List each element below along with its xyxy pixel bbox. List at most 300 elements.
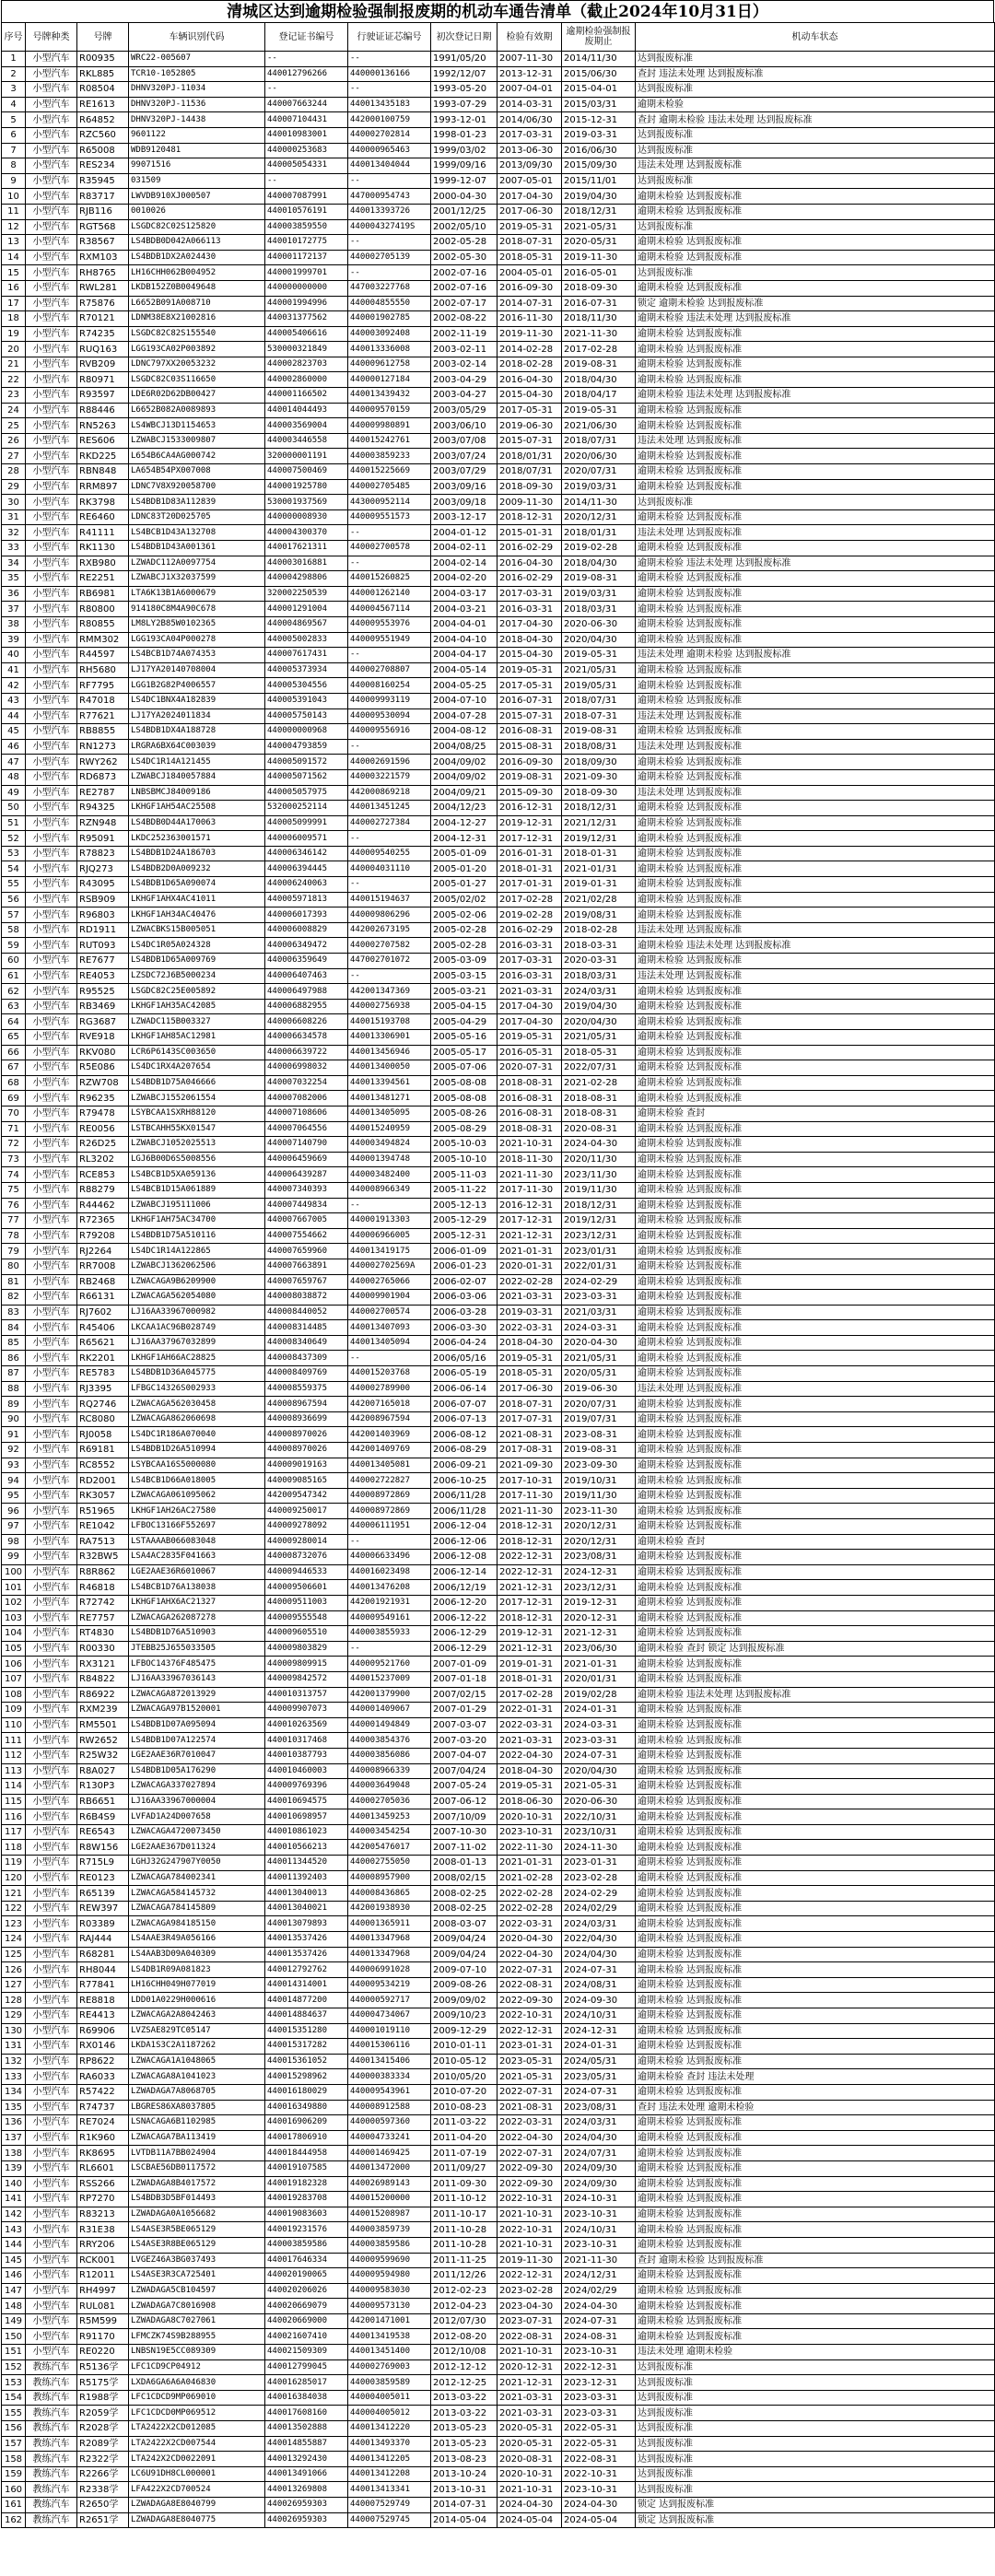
cell-plate: R86922 [77,1687,129,1703]
table-row [2,1671,995,1687]
cell-index: 113 [2,1763,26,1779]
table-row [2,2100,995,2115]
cell-license-chip: 440002705036 [348,1794,431,1809]
table-row [2,2359,995,2375]
cell-license-chip: 442000100759 [348,112,431,128]
cell-status: 逾期未检验 达到报废标准 [636,1610,995,1626]
cell-plate: R80855 [77,616,129,632]
cell-inspection-valid: 2017-04-30 [498,999,562,1014]
cell-reg-cert: 440006017393 [265,907,348,923]
table-row [2,326,995,342]
cell-status: 违法未处理 达到报废标准 [636,785,995,801]
cell-scrap-deadline: 2022-10-31 [562,2466,636,2482]
cell-license-chip: 440013412220 [348,2421,431,2437]
cell-plate: RB8855 [77,724,129,740]
cell-vin: LSGDC82C25E005892 [129,984,265,1000]
cell-scrap-deadline: 2022-12-31 [562,2359,636,2375]
cell-plate-type: 小型汽车 [26,815,77,831]
cell-inspection-valid: 2018-04-30 [498,1335,562,1351]
cell-first-reg-date: 2004-12-27 [431,815,498,831]
cell-vin: LS4BDB1D43A001361 [129,541,265,556]
column-header: 车辆识别代码 [129,23,265,52]
cell-reg-cert: 440006459669 [265,1152,348,1167]
cell-inspection-valid: 2021-01-31 [498,1244,562,1259]
cell-vin: LKHGF1AH85AC12981 [129,1030,265,1046]
cell-vin: LFBOC14376F485475 [129,1657,265,1672]
cell-vin: LTA2422X2CD012085 [129,2421,265,2437]
cell-first-reg-date: 2000-04-30 [431,189,498,205]
cell-index: 15 [2,265,26,281]
cell-reg-cert: 440020669000 [265,2313,348,2329]
cell-inspection-valid: 2009-11-30 [498,495,562,510]
cell-reg-cert: 440008340649 [265,1335,348,1351]
cell-plate: R47018 [77,693,129,708]
cell-reg-cert: 440009085165 [265,1473,348,1489]
cell-plate-type: 小型汽车 [26,999,77,1014]
cell-vin: LGG1B2G82P4006557 [129,678,265,694]
cell-vin: LS4BDB1D07A122574 [129,1733,265,1749]
cell-scrap-deadline: 2023/06/30 [562,1641,636,1657]
cell-vin: LZWADAGA0A1056682 [129,2207,265,2222]
cell-plate: R8R862 [77,1564,129,1580]
cell-plate: RP7270 [77,2192,129,2207]
cell-index: 78 [2,1228,26,1244]
table-row [2,1045,995,1060]
cell-vin: LS4DC1R186A070040 [129,1427,265,1443]
cell-plate-type: 小型汽车 [26,1259,77,1274]
cell-license-chip: 440003859589 [348,2375,431,2391]
cell-first-reg-date: 2010/05/20 [431,2069,498,2085]
cell-plate-type: 小型汽车 [26,1244,77,1259]
cell-index: 76 [2,1198,26,1213]
cell-scrap-deadline: 2023-03-31 [562,2406,636,2421]
cell-plate-type: 小型汽车 [26,1993,77,2008]
cell-license-chip: 440013347968 [348,1947,431,1962]
cell-scrap-deadline: 2024/12/31 [562,2268,636,2284]
cell-inspection-valid: 2017-06-30 [498,1381,562,1397]
cell-first-reg-date: 2013-05-23 [431,2436,498,2452]
cell-index: 57 [2,907,26,923]
cell-status: 逾期未检验 达到报废标准 [636,1824,995,1840]
cell-inspection-valid: 2015-04-30 [498,648,562,663]
cell-vin: LCR6P6143SC003650 [129,1045,265,1060]
cell-first-reg-date: 2005-03-21 [431,984,498,1000]
cell-license-chip: 440009543961 [348,2084,431,2100]
cell-plate-type: 小型汽车 [26,2084,77,2100]
cell-license-chip: 440009980891 [348,418,431,434]
cell-plate: R35945 [77,173,129,189]
table-row [2,2268,995,2284]
cell-vin: LS4BDB1D07A095094 [129,1717,265,1733]
cell-license-chip: 440026989143 [348,2176,431,2192]
cell-status: 逾期未检验 达到报废标准 [636,1504,995,1519]
cell-vin: LM8LY2B85W0102365 [129,616,265,632]
table-row [2,1060,995,1076]
cell-inspection-valid: 2017-07-31 [498,1411,562,1427]
table-row [2,1626,995,1642]
cell-index: 155 [2,2406,26,2421]
cell-vin: LKHGF1AHX4AC41011 [129,892,265,907]
cell-plate-type: 小型汽车 [26,173,77,189]
cell-first-reg-date: 1992/12/07 [431,66,498,82]
cell-scrap-deadline: 2020/05/31 [562,1366,636,1382]
cell-license-chip: 440015242761 [348,433,431,449]
cell-inspection-valid: 2020-10-31 [498,1809,562,1825]
cell-plate-type: 教练汽车 [26,2436,77,2452]
cell-license-chip: 440003856086 [348,1748,431,1763]
table-row [2,1075,995,1091]
cell-reg-cert: 440005057975 [265,785,348,801]
cell-reg-cert: 440019283708 [265,2192,348,2207]
cell-plate-type: 小型汽车 [26,954,77,969]
cell-vin: LNBSBMCJ84009186 [129,785,265,801]
cell-reg-cert: 440010313757 [265,1687,348,1703]
cell-reg-cert: 440005373934 [265,662,348,678]
cell-status: 逾期未检验 达到报废标准 [636,418,995,434]
cell-license-chip: -- [348,52,431,67]
cell-index: 13 [2,235,26,251]
cell-inspection-valid: 2018/01/31 [498,449,562,464]
cell-plate: R2059学 [77,2406,129,2421]
cell-plate-type: 小型汽车 [26,1610,77,1626]
cell-plate: RW2652 [77,1733,129,1749]
table-row [2,1351,995,1366]
cell-status: 逾期未检验 达到报废标准 [636,1458,995,1473]
cell-index: 95 [2,1488,26,1504]
cell-license-chip: 440013413341 [348,2482,431,2498]
cell-inspection-valid: 2016-03-31 [498,938,562,954]
cell-vin: LZWADAGA8E8040775 [129,2512,265,2528]
cell-status: 逾期未检验 达到报废标准 [636,1075,995,1091]
table-row [2,586,995,602]
cell-index: 7 [2,143,26,158]
cell-inspection-valid: 2019-02-28 [498,907,562,923]
cell-first-reg-date: 1993-05-20 [431,82,498,98]
cell-license-chip: 443000952114 [348,495,431,510]
cell-reg-cert: 320002250539 [265,586,348,602]
cell-first-reg-date: 2004-03-17 [431,586,498,602]
cell-plate: RH8044 [77,1962,129,1978]
page-title: 清城区达到逾期检验强制报废期的机动车通告清单（截止2024年10月31日） [1,0,994,22]
cell-plate: RKL885 [77,66,129,82]
cell-inspection-valid: 2013-06-30 [498,143,562,158]
cell-license-chip: 440009549161 [348,1610,431,1626]
cell-plate: RD2001 [77,1473,129,1489]
cell-plate-type: 小型汽车 [26,357,77,372]
cell-plate: R45406 [77,1320,129,1336]
cell-index: 148 [2,2299,26,2314]
cell-plate: R95091 [77,831,129,847]
cell-license-chip: 440013472000 [348,2160,431,2176]
cell-license-chip: -- [348,831,431,847]
cell-plate-type: 教练汽车 [26,2359,77,2375]
cell-index: 140 [2,2176,26,2192]
cell-inspection-valid: 2023-10-31 [498,1824,562,1840]
cell-inspection-valid: 2014-03-31 [498,97,562,112]
cell-plate-type: 小型汽车 [26,1626,77,1642]
cell-plate: RE5783 [77,1366,129,1382]
cell-plate-type: 小型汽车 [26,1351,77,1366]
cell-plate-type: 小型汽车 [26,1947,77,1962]
cell-vin: LKHGF1AH66AC28825 [129,1351,265,1366]
cell-inspection-valid: 2018-12-31 [498,509,562,525]
cell-plate-type: 小型汽车 [26,2100,77,2115]
cell-first-reg-date: 2006-12-22 [431,1610,498,1626]
cell-scrap-deadline: 2023/05/31 [562,2069,636,2085]
table-row [2,1641,995,1657]
cell-scrap-deadline: 2024/07/31 [562,2146,636,2161]
cell-status: 逾期未检验 达到报废标准 [636,2039,995,2055]
cell-status: 达到报废标准 [636,143,995,158]
table-row [2,1687,995,1703]
cell-reg-cert: 440013079893 [265,1916,348,1932]
cell-reg-cert: 440019083603 [265,2207,348,2222]
cell-plate: R2089学 [77,2436,129,2452]
cell-vin: LXDA6GA6A6A046830 [129,2375,265,2391]
cell-reg-cert: 440005002833 [265,632,348,648]
cell-license-chip: 440013419538 [348,2329,431,2345]
cell-scrap-deadline: 2020/12/31 [562,509,636,525]
cell-index: 100 [2,1564,26,1580]
table-row [2,97,995,112]
cell-index: 47 [2,755,26,770]
cell-license-chip: 440015240959 [348,1121,431,1137]
cell-plate-type: 小型汽车 [26,602,77,617]
cell-index: 52 [2,831,26,847]
cell-reg-cert: 440006394445 [265,861,348,877]
table-row [2,556,995,571]
cell-plate-type: 小型汽车 [26,556,77,571]
cell-plate: RR7008 [77,1259,129,1274]
cell-inspection-valid: 2016-07-31 [498,693,562,708]
cell-plate-type: 小型汽车 [26,2313,77,2329]
cell-index: 1 [2,52,26,67]
cell-reg-cert: 440026959303 [265,2498,348,2513]
cell-scrap-deadline: 2024/10/31 [562,2222,636,2238]
cell-plate-type: 小型汽车 [26,66,77,82]
cell-license-chip: 440013412205 [348,2452,431,2467]
table-row [2,1152,995,1167]
cell-status: 锁定 逾期未检验 达到报废标准 [636,296,995,311]
cell-plate: RVE918 [77,1030,129,1046]
cell-inspection-valid: 2022-12-31 [498,2268,562,2284]
cell-reg-cert: 440007659767 [265,1274,348,1290]
cell-reg-cert: 440013040013 [265,1886,348,1902]
cell-first-reg-date: 2011/09/27 [431,2160,498,2176]
cell-first-reg-date: 2003-12-17 [431,509,498,525]
cell-reg-cert: 440016285017 [265,2375,348,2391]
cell-license-chip: 440000592717 [348,1993,431,2008]
cell-reg-cert: 440001172137 [265,250,348,265]
cell-index: 14 [2,250,26,265]
cell-first-reg-date: 2014-07-31 [431,2498,498,2513]
cell-inspection-valid: 2017-12-31 [498,1213,562,1229]
cell-reg-cert: -- [265,52,348,67]
cell-scrap-deadline: 2018-07-31 [562,708,636,724]
cell-vin: LS4BDB1D75A510116 [129,1228,265,1244]
cell-status: 逾期未检验 达到报废标准 [636,1397,995,1412]
cell-status: 逾期未检验 达到报废标准 [636,2160,995,2176]
cell-index: 145 [2,2253,26,2268]
table-row [2,2222,995,2238]
cell-scrap-deadline: 2022-05-31 [562,2436,636,2452]
cell-license-chip: 440015237009 [348,1671,431,1687]
cell-index: 151 [2,2345,26,2360]
cell-scrap-deadline: 2024-12-31 [562,1564,636,1580]
cell-index: 65 [2,1030,26,1046]
cell-status: 逾期未检验 达到报废标准 [636,1473,995,1489]
cell-index: 54 [2,861,26,877]
cell-scrap-deadline: 2021-11-30 [562,326,636,342]
table-row [2,1703,995,1718]
cell-plate-type: 教练汽车 [26,2512,77,2528]
cell-index: 26 [2,433,26,449]
table-row [2,1870,995,1886]
cell-inspection-valid: 2021-03-31 [498,984,562,1000]
cell-status: 逾期未检验 达到报废标准 [636,2329,995,2345]
cell-status: 逾期未检验 达到报废标准 [636,1290,995,1306]
cell-index: 117 [2,1824,26,1840]
cell-plate-type: 小型汽车 [26,1504,77,1519]
column-header: 逾期检验强制报废期止 [562,23,636,52]
cell-first-reg-date: 2004/12/23 [431,801,498,816]
cell-scrap-deadline: 2022-05-31 [562,2421,636,2437]
cell-scrap-deadline: 2020-06-30 [562,1794,636,1809]
cell-license-chip: 440002702814 [348,127,431,143]
cell-inspection-valid: 2021-09-30 [498,1458,562,1473]
cell-status: 逾期未检验 查封 锁定 达到报废标准 [636,1641,995,1657]
cell-reg-cert: 440010263569 [265,1717,348,1733]
cell-license-chip: 440009551573 [348,509,431,525]
table-row [2,2283,995,2299]
cell-plate: RD1911 [77,922,129,938]
cell-scrap-deadline: 2015/03/31 [562,97,636,112]
cell-reg-cert: 440015361052 [265,2054,348,2069]
cell-license-chip: 442001403969 [348,1427,431,1443]
cell-scrap-deadline: 2020/12/31 [562,1534,636,1550]
cell-plate-type: 小型汽车 [26,1962,77,1978]
cell-scrap-deadline: 2021/02/28 [562,892,636,907]
table-row [2,403,995,418]
cell-scrap-deadline: 2023-01-31 [562,1856,636,1871]
table-row [2,1977,995,1993]
cell-license-chip: 440015208987 [348,2207,431,2222]
cell-plate: RD6873 [77,769,129,785]
cell-plate: RE0056 [77,1121,129,1137]
cell-reg-cert: 440010172775 [265,235,348,251]
cell-plate: R70121 [77,311,129,327]
cell-status: 逾期未检验 达到报废标准 [636,2130,995,2146]
cell-first-reg-date: 2004-08-12 [431,724,498,740]
cell-plate: R00935 [77,52,129,67]
cell-license-chip: -- [348,82,431,98]
cell-status: 逾期未检验 查封 [636,1534,995,1550]
table-row [2,2466,995,2482]
cell-vin: LS4BDB1D83A112839 [129,495,265,510]
cell-scrap-deadline: 2020/01/31 [562,1671,636,1687]
cell-license-chip: 440007529749 [348,2498,431,2513]
cell-scrap-deadline: 2023-11-30 [562,1504,636,1519]
cell-inspection-valid: 2017-05-31 [498,403,562,418]
cell-license-chip: 440004005011 [348,2390,431,2406]
cell-plate: RJQ273 [77,861,129,877]
cell-license-chip: 440009570159 [348,403,431,418]
cell-status: 逾期未检验 达到报废标准 [636,1121,995,1137]
cell-reg-cert: 440014044493 [265,403,348,418]
cell-plate-type: 小型汽车 [26,571,77,587]
cell-scrap-deadline: 2021/12/31 [562,815,636,831]
cell-first-reg-date: 2006-02-07 [431,1274,498,1290]
cell-plate-type: 小型汽车 [26,158,77,174]
cell-plate-type: 小型汽车 [26,2054,77,2069]
cell-inspection-valid: 2023-02-28 [498,2283,562,2299]
cell-status: 逾期未检验 达到报废标准 [636,1626,995,1642]
cell-license-chip: 440016023498 [348,1564,431,1580]
table-row [2,509,995,525]
table-row [2,2329,995,2345]
cell-status: 逾期未检验 达到报废标准 [636,204,995,219]
cell-reg-cert: 440003859586 [265,2237,348,2253]
cell-index: 62 [2,984,26,1000]
cell-reg-cert: 440007087991 [265,189,348,205]
cell-plate: RE4413 [77,2008,129,2024]
cell-license-chip: 440006966005 [348,1228,431,1244]
cell-vin: 99071516 [129,158,265,174]
table-row [2,1091,995,1107]
cell-first-reg-date: 2011-10-17 [431,2207,498,2222]
cell-index: 22 [2,372,26,388]
cell-status: 违法未处理 达到报废标准 [636,739,995,755]
cell-first-reg-date: 2006-10-25 [431,1473,498,1489]
cell-scrap-deadline: 2020/11/30 [562,1152,636,1167]
cell-first-reg-date: 2006-07-13 [431,1411,498,1427]
cell-license-chip: 440002769003 [348,2359,431,2375]
cell-plate-type: 小型汽车 [26,846,77,861]
cell-first-reg-date: 2003/05/29 [431,403,498,418]
cell-plate-type: 小型汽车 [26,97,77,112]
cell-plate: R715L9 [77,1856,129,1871]
cell-scrap-deadline: 2024-07-31 [562,2313,636,2329]
cell-first-reg-date: 2004-07-10 [431,693,498,708]
cell-first-reg-date: 2007/02/15 [431,1687,498,1703]
cell-plate-type: 小型汽车 [26,1335,77,1351]
cell-license-chip: 440000383334 [348,2069,431,2085]
cell-license-chip: 440003482400 [348,1167,431,1183]
cell-first-reg-date: 2007-11-02 [431,1840,498,1856]
cell-vin: DHNV320PJ-14438 [129,112,265,128]
cell-inspection-valid: 2021-10-31 [498,2345,562,2360]
cell-index: 108 [2,1687,26,1703]
cell-scrap-deadline: 2023-12-31 [562,2375,636,2391]
cell-scrap-deadline: 2019-06-30 [562,1381,636,1397]
cell-scrap-deadline: 2018/08/31 [562,739,636,755]
cell-vin: LDNC7V8X920058700 [129,479,265,495]
cell-license-chip: -- [348,739,431,755]
column-header: 初次登记日期 [431,23,498,52]
cell-inspection-valid: 2023-04-30 [498,2299,562,2314]
cell-license-chip: 440001913303 [348,1213,431,1229]
cell-vin: LZWADAGA8B4017572 [129,2176,265,2192]
cell-plate: RWY262 [77,755,129,770]
cell-vin: LJ17YA2024011834 [129,708,265,724]
cell-status: 逾期未检验 达到报废标准 [636,1763,995,1779]
cell-scrap-deadline: 2023/01/31 [562,1244,636,1259]
cell-index: 85 [2,1335,26,1351]
cell-scrap-deadline: 2015-12-31 [562,112,636,128]
cell-vin: LFBOC13166F552697 [129,1519,265,1535]
cell-first-reg-date: 2013-10-31 [431,2482,498,2498]
cell-license-chip: 440013476208 [348,1580,431,1596]
